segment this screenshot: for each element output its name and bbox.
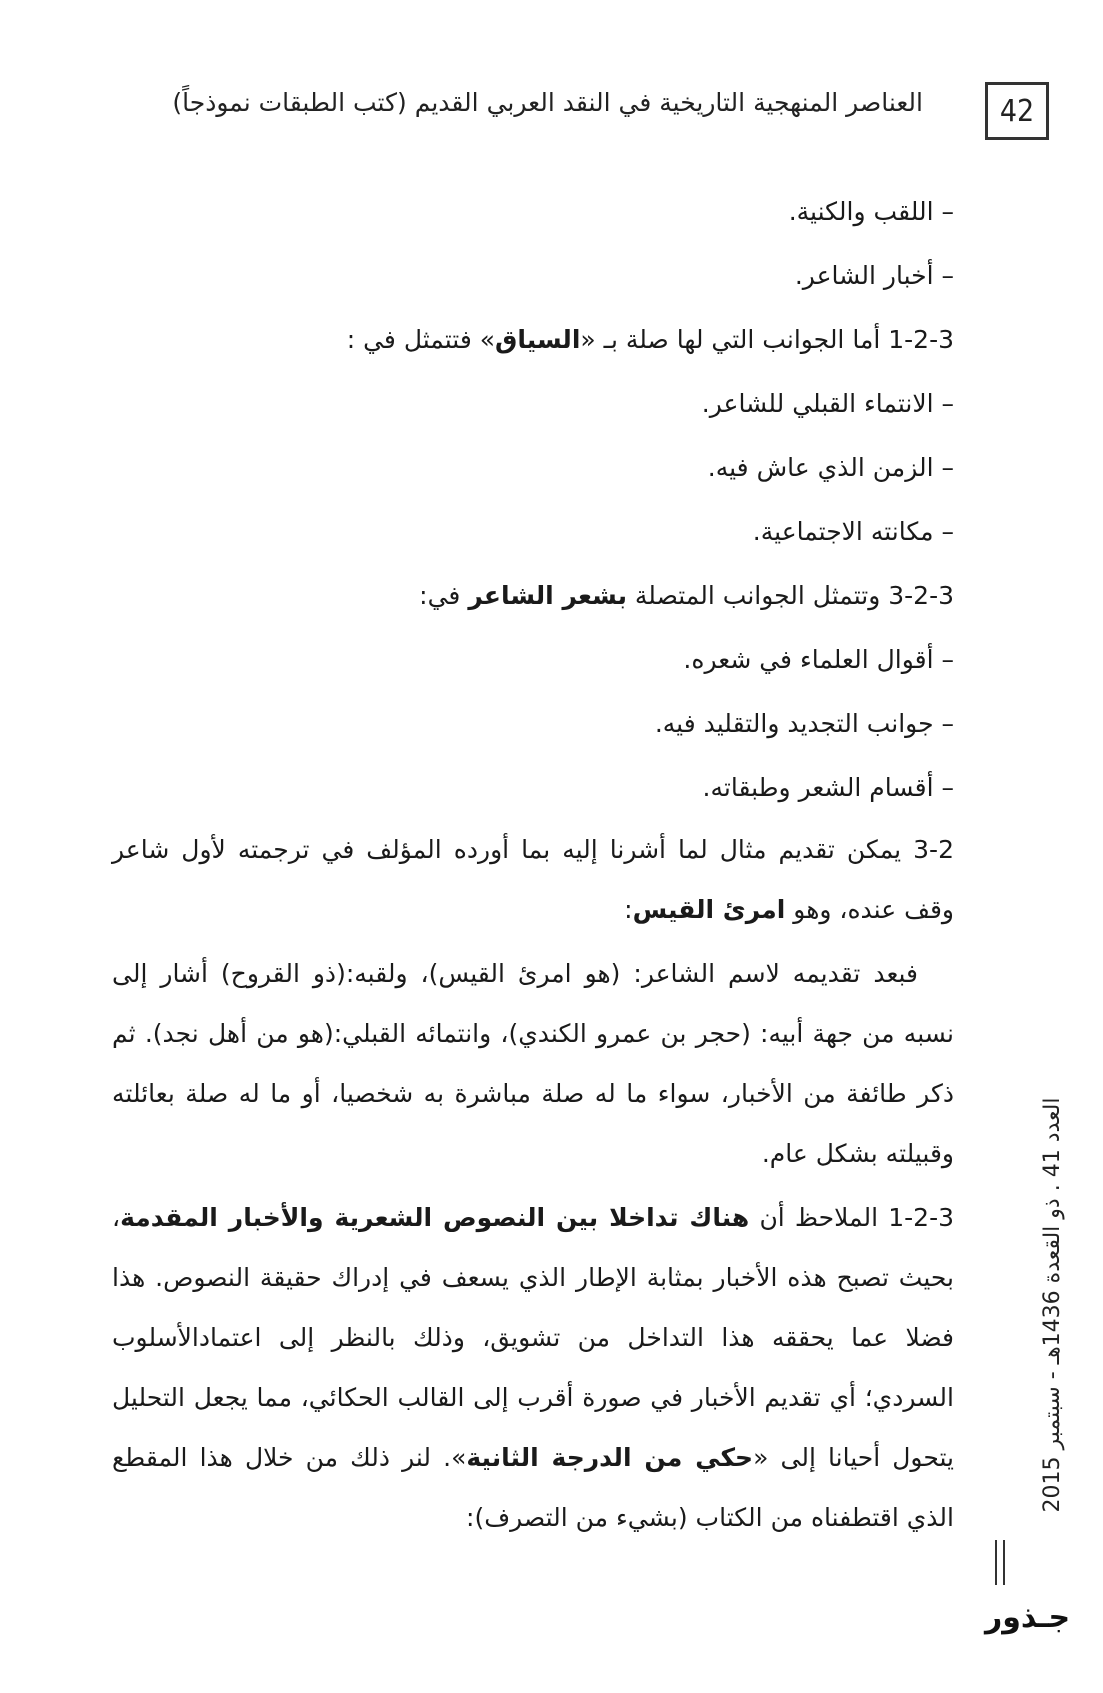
text-run: في:: [419, 581, 469, 610]
article-body: [112, 180, 954, 1548]
bold-term: حكي من الدرجة الثانية: [466, 1443, 754, 1472]
list-item: – أقوال العلماء في شعره.: [683, 645, 954, 674]
text-run: » فتتمثل في :: [346, 325, 496, 354]
bold-term: بشعر الشاعر: [468, 581, 627, 610]
list-item: – مكانته الاجتماعية.: [752, 517, 954, 546]
section-heading: [112, 308, 954, 372]
paragraph: فبعد تقديمه لاسم الشاعر: (هو امرئ القيس)، ولقبه:(ذو القروح) أشار إلى نسبه من جهة أبيه: (حجر بن عمرو الكندي)، وانتمائه القبلي:(هو من أهل نجد). ثم ذكر طائفة من الأخبار، سواء ما له صلة مباشرة به شخصيا، أو ما له صلة بعائلته وقبيلته بشكل عام.: [112, 959, 954, 1168]
side-rule-divider: [995, 1540, 1005, 1585]
journal-logo: جـذور: [985, 1600, 1071, 1635]
text-run: ، بحيث تصبح هذه الأخبار بمثابة الإطار الذي يسعف في إدراك حقيقة النصوص. هذا فضلا عما يحققه هذا التداخل من تشويق، وذلك بالنظر إلى اعتمادالأسلوب السردي؛ أي تقديم الأخبار في صورة أقرب إلى القالب الحكائي، مما يجعل التحليل يتحول أحيانا إلى «: [112, 1203, 954, 1472]
text-run: 3-2 يمكن تقديم مثال لما أشرنا إليه بما أورده المؤلف في ترجمته لأول شاعر وقف عنده، وهو: [112, 835, 954, 924]
bold-term: امرئ القيس: [632, 895, 786, 924]
list-item: – جوانب التجديد والتقليد فيه.: [654, 709, 954, 738]
paragraph: [112, 1188, 954, 1548]
page-number: 42: [985, 82, 1049, 140]
text-run: ». لنر ذلك من خلال هذا المقطع الذي اقتطفناه من الكتاب (بشيء من التصرف):: [112, 1443, 954, 1532]
running-header-title: العناصر المنهجية التاريخية في النقد العربي القديم (كتب الطبقات نموذجاً): [172, 88, 923, 117]
issue-info: العدد 41 . ذو القعدة 1436هـ - سبتمبر 2015: [1040, 1097, 1065, 1513]
text-run: 3-2-3 وتتمثل الجوانب المتصلة: [626, 581, 954, 610]
bold-term: هناك تداخلا بين النصوص الشعرية والأخبار المقدمة: [120, 1203, 750, 1232]
section-heading: [112, 564, 954, 628]
text-run: :: [624, 895, 633, 924]
list-item: – اللقب والكنية.: [788, 197, 954, 226]
paragraph: [112, 820, 954, 940]
list-item: – أقسام الشعر وطبقاته.: [702, 773, 954, 802]
list-item: – الزمن الذي عاش فيه.: [707, 453, 954, 482]
text-run: 1-2-3 أما الجوانب التي لها صلة بـ «: [580, 325, 954, 354]
list-item: – الانتماء القبلي للشاعر.: [701, 389, 954, 418]
bold-term: السياق: [495, 325, 581, 354]
list-item: – أخبار الشاعر.: [794, 261, 954, 290]
text-run: 1-2-3 الملاحظ أن: [749, 1203, 954, 1232]
